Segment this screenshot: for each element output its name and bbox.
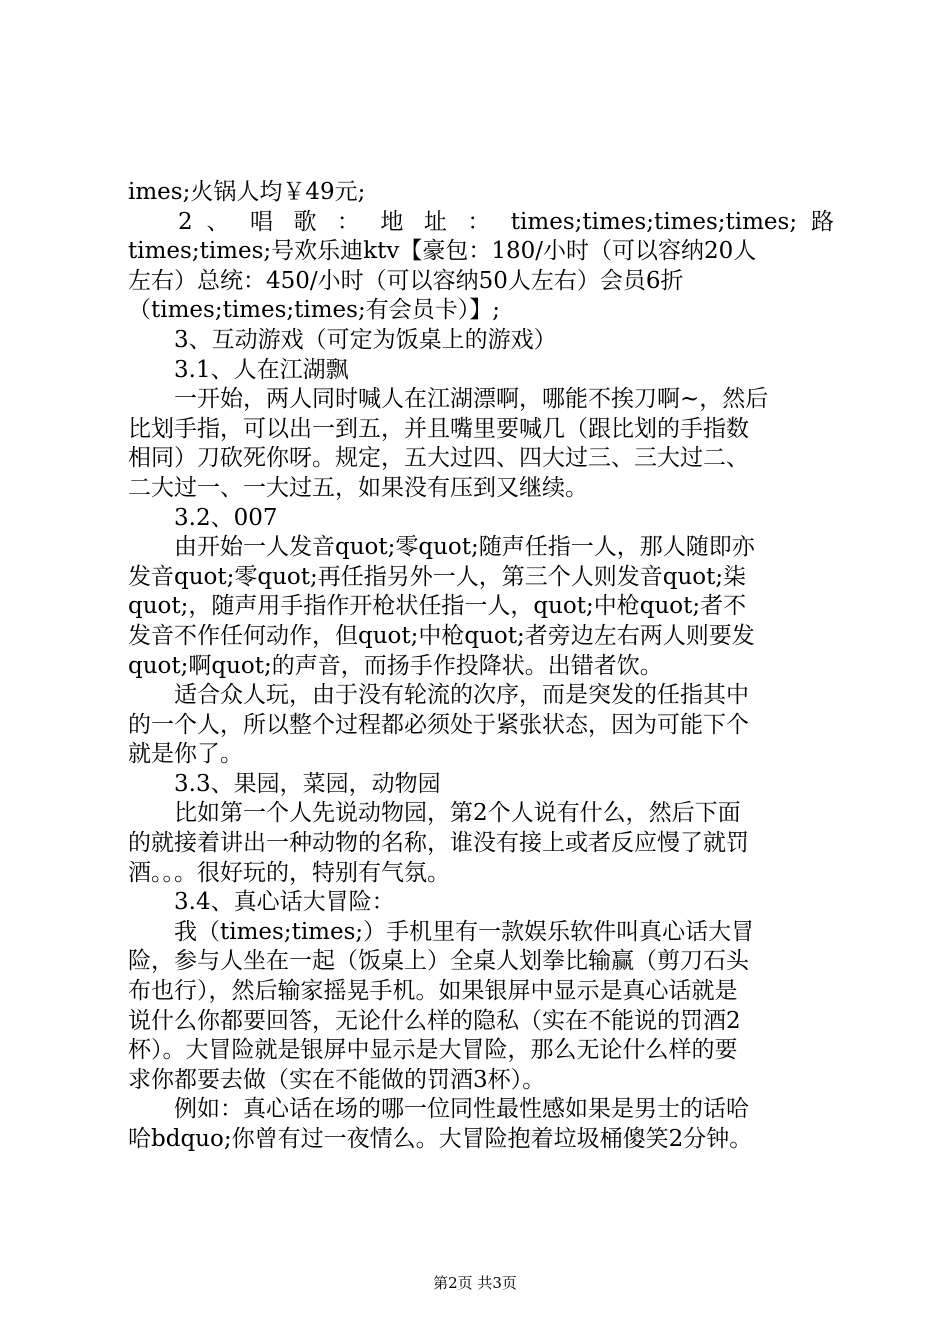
text-line: imes;火锅人均￥49元;: [128, 179, 366, 205]
text-line: 例如：真心话在场的哪一位同性最性感如果是男士的话哈: [174, 1096, 749, 1123]
text-line: 求你都要去做（实在不能做的罚酒3杯）。: [128, 1066, 546, 1093]
text-line: 二大过一、一大过五，如果没有压到又继续。: [128, 474, 588, 501]
text-line: 一开始，两人同时喊人在江湖漂啊，哪能不挨刀啊~，然后: [174, 386, 769, 413]
text-line: 比如第一个人先说动物园，第2个人说有什么，然后下面: [174, 800, 741, 827]
text-line: 的一个人，所以整个过程都必须处于紧张状态，因为可能下个: [128, 711, 749, 738]
text-line: 相同）刀砍死你呀。规定，五大过四、四大过三、三大过二、: [128, 445, 749, 472]
text-line: 说什么你都要回答，无论什么样的隐私（实在不能说的罚酒2: [128, 1007, 741, 1034]
text-line: 适合众人玩，由于没有轮流的次序，而是突发的任指其中: [174, 682, 749, 709]
section-heading: 3.2、007: [174, 504, 278, 531]
text-line: 就是你了。: [128, 741, 243, 768]
text-line: 杯）。大冒险就是银屏中显示是大冒险，那么无论什么样的要: [128, 1037, 738, 1064]
section-heading: 3、互动游戏（可定为饭桌上的游戏）: [174, 326, 557, 353]
text-line: 2 、 唱 歌 ： 地 址 ： times;times;times;times; 路: [178, 208, 834, 235]
text-line: 由开始一人发音quot;零quot;随声任指一人，那人随即亦: [174, 534, 755, 561]
section-heading: 3.3、果园，菜园，动物园: [174, 770, 441, 797]
section-heading: 3.4、真心话大冒险：: [174, 889, 395, 916]
page-footer: 第2页 共3页: [433, 1274, 517, 1292]
text-line: quot;啊quot;的声音，而扬手作投降状。出错者饮。: [128, 652, 663, 679]
text-line: 酒。。。很好玩的，特别有气氛。: [128, 859, 450, 886]
text-line: 比划手指，可以出一到五，并且嘴里要喊几（跟比划的手指数: [128, 415, 749, 442]
text-line: 左右）总统：450/小时（可以容纳50人左右）会员6折: [128, 267, 684, 294]
text-line: 哈bdquo;你曾有过一夜情么。大冒险抱着垃圾桶傻笑2分钟。: [128, 1126, 753, 1152]
text-line: 的就接着讲出一种动物的名称，谁没有接上或者反应慢了就罚: [128, 830, 749, 857]
text-line: （times;times;times;有会员卡）】;: [128, 297, 500, 324]
text-line: 布也行），然后输家摇晃手机。如果银屏中显示是真心话就是: [128, 978, 738, 1005]
text-line: times;times;号欢乐迪ktv【豪包：180/小时（可以容纳20人: [128, 238, 757, 265]
text-line: 险，参与人坐在一起（饭桌上）全桌人划拳比输赢（剪刀石头: [128, 948, 749, 975]
text-line: 发音不作任何动作，但quot;中枪quot;者旁边左右两人则要发: [128, 622, 755, 649]
text-line: 我（times;times;）手机里有一款娱乐软件叫真心话大冒: [174, 918, 755, 945]
text-line: 发音quot;零quot;再任指另外一人，第三个人则发音quot;柒: [128, 563, 747, 590]
text-line: quot;，随声用手指作开枪状任指一人，quot;中枪quot;者不: [128, 593, 747, 620]
document-body: [128, 178, 834, 1155]
section-heading: 3.1、人在江湖飘: [174, 356, 349, 383]
